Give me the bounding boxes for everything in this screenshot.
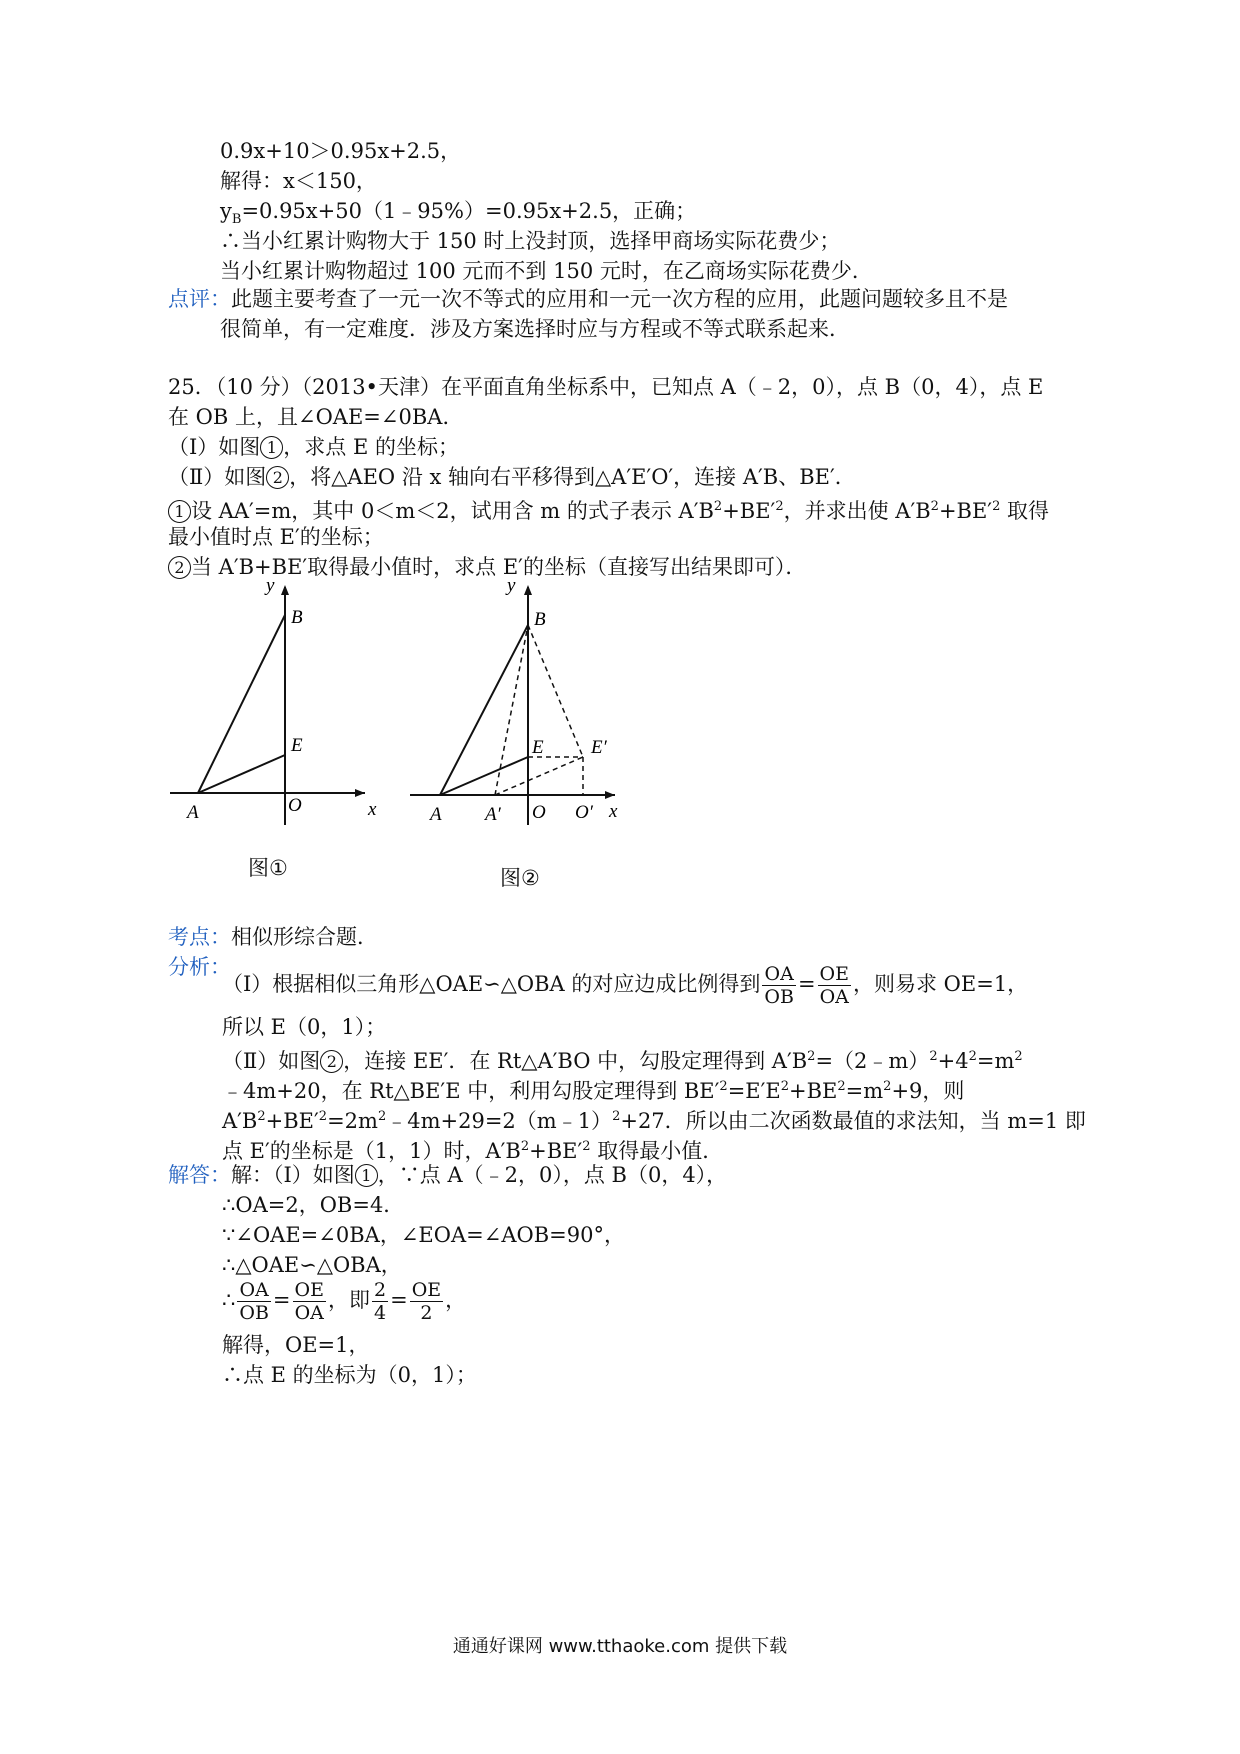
problem-question-2: 2 当 A′B+BE′取得最小值时，求点 E′的坐标（直接写出结果即可）． — [168, 552, 806, 582]
solution-line-1: 0.9x+10＞0.95x+2.5， — [220, 139, 462, 163]
segment-ab — [198, 615, 285, 793]
problem-part-1: （Ⅰ）如图 1 ，求点 E 的坐标； — [168, 435, 459, 459]
fig2-label-a: A — [430, 804, 442, 825]
solution-line-4: ∴当小红累计购物大于 150 时上没封顶，选择甲商场实际花费少； — [220, 229, 841, 253]
kaodian-label: 考点： — [168, 925, 231, 949]
fig2-label-b: B — [534, 609, 546, 630]
segment-ae — [440, 757, 528, 795]
comment-line-2: 很简单，有一定难度．涉及方案选择时应与方程或不等式联系起来． — [220, 317, 850, 341]
fig1-label-e: E — [291, 735, 303, 756]
fraction: $\frac{OE}{2}$ — [411, 1279, 442, 1324]
comment-label: 点评： — [168, 287, 231, 311]
circled-number: 2 — [266, 466, 289, 489]
segment-a-prime-e-prime — [495, 757, 583, 795]
figure-1-caption: 图① — [248, 856, 288, 880]
solution-line-2: 解得：x＜150， — [220, 169, 377, 193]
solution-line-5: 当小红累计购物超过 100 元而不到 150 元时，在乙商场实际花费少． — [220, 259, 873, 283]
solution-line-3: $y_B=0.95x+50(1﹣95\%)=0.95x+2.5$，正确； — [220, 199, 697, 228]
analysis-line-4: ﹣4m+20，在 Rt△BE′E 中，利用勾股定理得到 $BE'^2=E'E^2+BE^2=m^2+9$，则 — [222, 1079, 965, 1103]
fig1-label-o: O — [288, 795, 302, 816]
analysis-line-1: （Ⅰ）根据相似三角形△OAE∽△OBA 的对应边成比例得到 $\frac{OA}{OB}$ = $\frac{OE}{OA}$ ，则易求 OE=1， — [222, 963, 1029, 1008]
figure-1 — [160, 575, 390, 835]
analysis-line-2: 所以 E（0，1）； — [222, 1015, 387, 1039]
fig1-label-x: x — [368, 799, 377, 820]
answer-line-5: ∴ $\frac{OA}{OB}$ = $\frac{OE}{OA}$ ，即 $\frac{2}{4}$ = $\frac{OE}{2}$ ， — [222, 1279, 467, 1324]
fraction: $\frac{OE}{OA}$ — [294, 1279, 324, 1324]
comment-line-1: 点评：此题主要考查了一元一次不等式的应用和一元一次方程的应用，此题问题较多且不是 — [168, 287, 1008, 311]
fraction: $\frac{2}{4}$ — [373, 1279, 387, 1324]
page-footer: 通通好课网 www.tthaoke.com 提供下载 — [452, 1636, 788, 1657]
segment-ae — [198, 755, 285, 793]
y-axis-arrow — [281, 585, 289, 595]
fig2-label-e: E — [532, 737, 544, 758]
fig2-label-y: y — [507, 575, 516, 596]
circled-number: 1 — [168, 500, 191, 523]
circled-number: 1 — [260, 436, 283, 459]
fig2-label-x: x — [609, 801, 618, 822]
kaodian-line: 考点：相似形综合题． — [168, 925, 378, 949]
fig2-label-o: O — [532, 802, 546, 823]
fig2-label-a-prime: A′ — [485, 804, 501, 825]
answer-line-7: ∴点 E 的坐标为（0，1）； — [222, 1363, 477, 1387]
analysis-line-6: 点 E′的坐标是（1，1）时，$A'B^2+BE'^2$ 取得最小值． — [222, 1139, 724, 1163]
fig1-label-a: A — [187, 802, 199, 823]
fig1-label-y: y — [266, 575, 275, 596]
fig2-label-o-prime: O′ — [575, 802, 593, 823]
fraction: $\frac{OE}{OA}$ — [819, 963, 849, 1008]
answer-label: 解答： — [168, 1163, 231, 1187]
segment-ab — [440, 625, 528, 795]
answer-line-6: 解得，OE=1， — [222, 1333, 370, 1357]
x-axis-arrow — [355, 789, 365, 797]
problem-question-1-line-2: 最小值时点 E′的坐标； — [168, 525, 384, 549]
fig2-label-e-prime: E′ — [591, 737, 607, 758]
fraction: $\frac{OA}{OB}$ — [764, 963, 794, 1008]
analysis-label: 分析： — [168, 955, 231, 979]
analysis-line-5: $A'B^2+BE'^2=2m^2﹣4m+29=2(m﹣1)^2+27$．所以由二次函数最值的求法知，当 m=1 即 — [222, 1109, 1086, 1133]
answer-line-2: ∴OA=2，OB=4． — [222, 1193, 405, 1217]
circled-number: 2 — [320, 1050, 343, 1073]
figure-2-caption: 图② — [500, 866, 540, 890]
fig1-label-b: B — [291, 607, 303, 628]
answer-line-3: ∵∠OAE=∠0BA，∠EOA=∠AOB=90°， — [222, 1223, 625, 1247]
problem-line-2: 在 OB 上，且∠OAE=∠0BA． — [168, 405, 464, 429]
problem-question-1: 1 设 AA′=m，其中 0＜m＜2，试用含 m 的式子表示 $A'B^2+BE'^2$，并求出使 $A'B^2+BE'^2$ 取得 — [168, 492, 1049, 526]
figure-2 — [405, 575, 635, 835]
fraction: $\frac{OA}{OB}$ — [239, 1279, 269, 1324]
analysis-line-3: （Ⅱ）如图 2 ，连接 EE′．在 Rt△A′BO 中，勾股定理得到 $A'B^2=(2﹣m)^2+4^2=m^2$ — [222, 1049, 1023, 1073]
circled-number: 2 — [168, 556, 191, 579]
circled-number: 1 — [355, 1164, 378, 1187]
y-axis-arrow — [524, 585, 532, 595]
answer-line-4: ∴△OAE∽△OBA， — [222, 1253, 402, 1277]
problem-part-2: （Ⅱ）如图 2 ，将△AEO 沿 x 轴向右平移得到△A′E′O′，连接 A′B、BE′． — [168, 465, 856, 489]
problem-line-1: 25．（10 分）（2013•天津）在平面直角坐标系中，已知点 A（﹣2，0），点 B（0，4），点 E — [168, 375, 1044, 399]
answer-line-1: 解答：解：（Ⅰ）如图 1 ，∵点 A（﹣2，0），点 B（0，4）， — [168, 1163, 728, 1187]
x-axis-arrow — [605, 791, 615, 799]
